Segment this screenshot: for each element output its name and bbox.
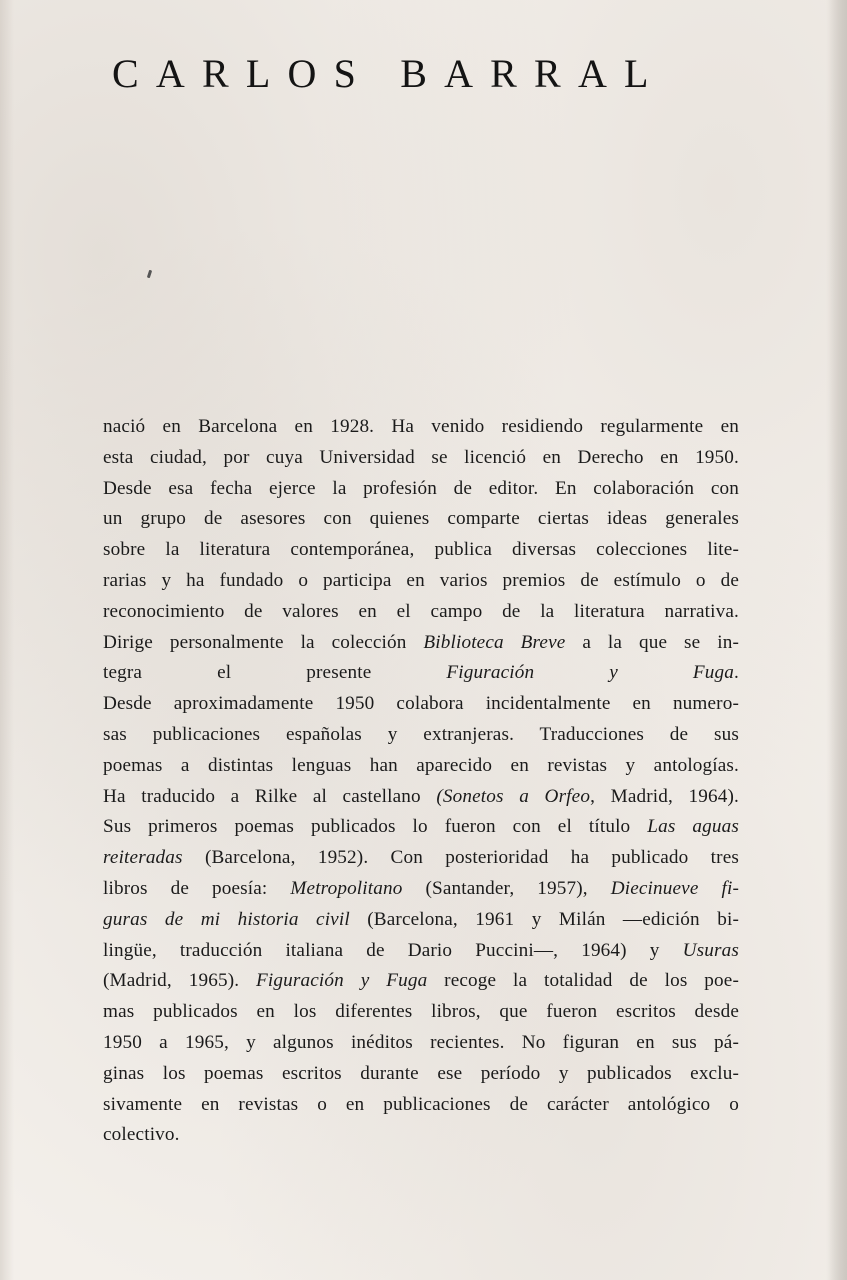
biography-line xyxy=(103,689,739,720)
biography-line xyxy=(103,874,739,905)
biography-text: a la que se in- xyxy=(565,631,739,653)
biography-text: mas publicados en los diferentes libros, que fueron escritos desde xyxy=(103,1001,739,1023)
biography-line xyxy=(103,782,739,813)
biography-line xyxy=(103,658,739,689)
biography-line xyxy=(103,597,739,628)
biography-text: recoge la totalidad de los poe- xyxy=(427,970,739,992)
biography-text: 1950 a 1965, y algunos inéditos recientes. No figuran en sus pá- xyxy=(103,1031,739,1053)
biography-text: poemas a distintas lenguas han aparecido en revistas y antologías. xyxy=(103,754,739,776)
italic-title-text: Metropolitano xyxy=(290,877,403,899)
biography-text: (Santander, 1957), xyxy=(402,877,611,899)
biography-line xyxy=(103,751,739,782)
biography-line xyxy=(103,720,739,751)
author-name: CARLOS BARRAL xyxy=(112,51,666,96)
biography-line xyxy=(103,966,739,997)
biography-text: reconocimiento de valores en el campo de la literatura narrativa. xyxy=(103,600,739,622)
biography-text: Sus primeros poemas publicados lo fueron con el título xyxy=(103,816,648,838)
biography-text: Dirige personalmente la colección xyxy=(103,631,424,653)
biography-text: . xyxy=(734,662,739,684)
biography-line xyxy=(103,1028,739,1059)
biography-line xyxy=(103,1059,739,1090)
biography-text: (Barcelona, 1952). Con posterioridad ha publicado tres xyxy=(182,847,739,869)
ink-speck xyxy=(147,270,152,279)
biography-line xyxy=(103,905,739,936)
biography-line xyxy=(103,412,739,443)
biography-text: Desde aproximadamente 1950 colabora incidentalmente en numero- xyxy=(103,693,739,715)
biography-text: (Madrid, 1965). xyxy=(103,970,257,992)
biography-line xyxy=(103,1090,739,1121)
italic-title-text: Usuras xyxy=(682,939,739,961)
biography-line xyxy=(103,535,739,566)
page-edge-shadow xyxy=(829,0,847,1280)
biography-line xyxy=(103,1120,739,1151)
biography-text: sas publicaciones españolas y extranjeras. Traducciones de sus xyxy=(103,723,739,745)
biography-line xyxy=(103,843,739,874)
biography-text: (Barcelona, 1961 y Milán —edición bi- xyxy=(349,908,739,930)
biography-line xyxy=(103,504,739,535)
biography-line xyxy=(103,628,739,659)
biography-text: Desde esa fecha ejerce la profesión de editor. En colaboración con xyxy=(103,477,739,499)
biography-line xyxy=(103,474,739,505)
biography-text: ginas los poemas escritos durante ese período y publicados exclu- xyxy=(103,1062,739,1084)
italic-title-text: Diecinueve fi- xyxy=(610,877,739,899)
italic-title-text: reiteradas xyxy=(103,847,183,869)
biography-text: , Madrid, 1964). xyxy=(590,785,739,807)
biography-text: esta ciudad, por cuya Universidad se licenció en Derecho en 1950. xyxy=(103,446,739,468)
biography-text: Ha traducido a Rilke al castellano xyxy=(103,785,437,807)
biography-text: tegra el presente xyxy=(103,662,447,684)
biography-text: lingüe, traducción italiana de Dario Puccini—, 1964) y xyxy=(103,939,683,961)
italic-title-text: Biblioteca Breve xyxy=(423,631,566,653)
biography-line xyxy=(103,566,739,597)
author-biography xyxy=(103,412,739,1151)
biography-line xyxy=(103,443,739,474)
biography-text: sobre la literatura contemporánea, publica diversas colecciones lite- xyxy=(103,539,739,561)
biography-line xyxy=(103,812,739,843)
biography-text: libros de poesía: xyxy=(103,877,291,899)
biography-line xyxy=(103,997,739,1028)
italic-title-text: Figuración y Fuga xyxy=(446,662,735,684)
italic-title-text: guras de mi historia civil xyxy=(103,908,350,930)
biography-text: nació en Barcelona en 1928. Ha venido residiendo regularmente en xyxy=(103,416,739,437)
biography-text: un grupo de asesores con quienes comparte ciertas ideas generales xyxy=(103,508,739,530)
biography-text: rarias y ha fundado o participa en varios premios de estímulo o de xyxy=(103,569,739,591)
italic-title-text: Las aguas xyxy=(647,816,739,838)
biography-text: sivamente en revistas o en publicaciones de carácter antológico o xyxy=(103,1093,739,1115)
italic-title-text: (Sonetos a Orfeo xyxy=(436,785,591,807)
italic-title-text: Figuración y Fuga xyxy=(256,970,428,992)
biography-text: colectivo. xyxy=(103,1124,180,1146)
biography-line xyxy=(103,936,739,967)
